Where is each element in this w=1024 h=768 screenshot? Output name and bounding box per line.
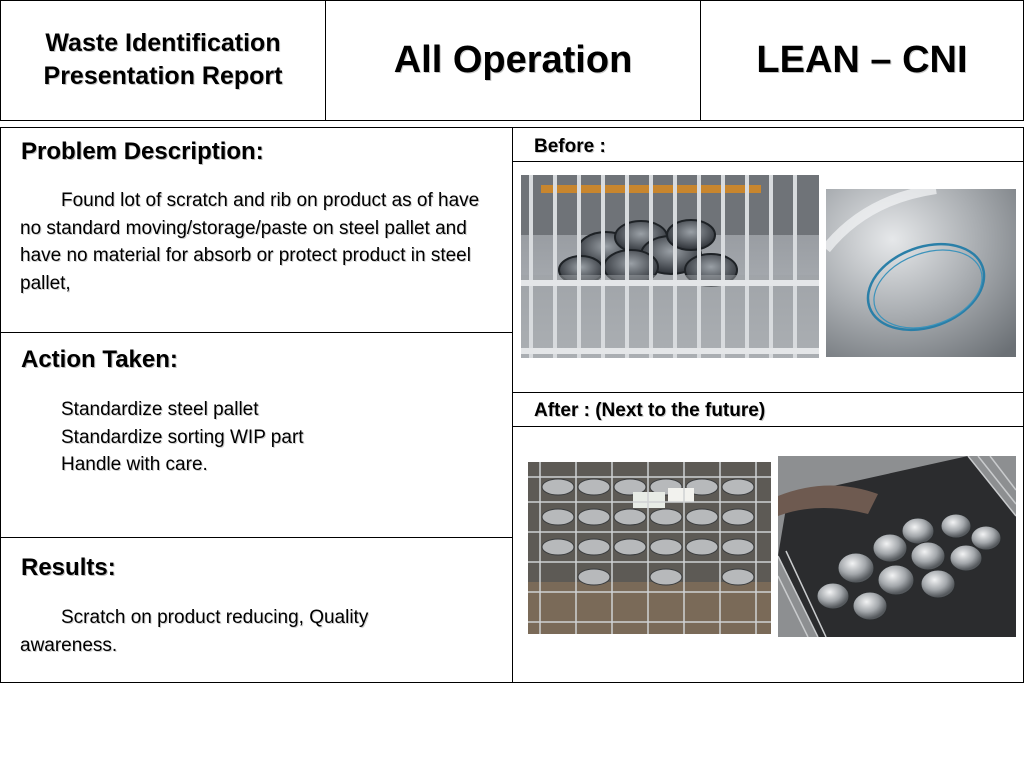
after-label: After : (Next to the future): [534, 400, 766, 421]
results-text: [20, 604, 460, 659]
report-title: Waste Identification Presentation Report: [43, 29, 283, 90]
action-item: Standardize steel pallet: [61, 399, 259, 420]
problem-description: Found lot of scratch and rib on product as of have no standard moving/storage/paste on steel pallet and have no material for absorb or protect product in steel pallet,: [20, 190, 480, 294]
program-title: LEAN – CNI: [756, 38, 968, 81]
action-list: [20, 396, 481, 479]
steel-pallet-photo: [521, 175, 819, 358]
action-title: Action Taken:: [21, 346, 178, 373]
scope-title: All Operation: [393, 38, 633, 81]
scratched-part-photo: [826, 189, 1016, 357]
before-label: Before :: [534, 136, 606, 157]
results-title: Results:: [21, 554, 116, 581]
problem-title: Problem Description:: [21, 138, 264, 165]
wire-cage-photo: [528, 462, 771, 634]
action-item: Standardize sorting WIP part: [61, 426, 304, 448]
results-description: Scratch on product reducing, Quality awareness.: [20, 607, 369, 656]
action-item: Handle with care.: [61, 454, 208, 475]
padded-bin-photo: [778, 456, 1016, 637]
problem-text: [20, 187, 490, 297]
